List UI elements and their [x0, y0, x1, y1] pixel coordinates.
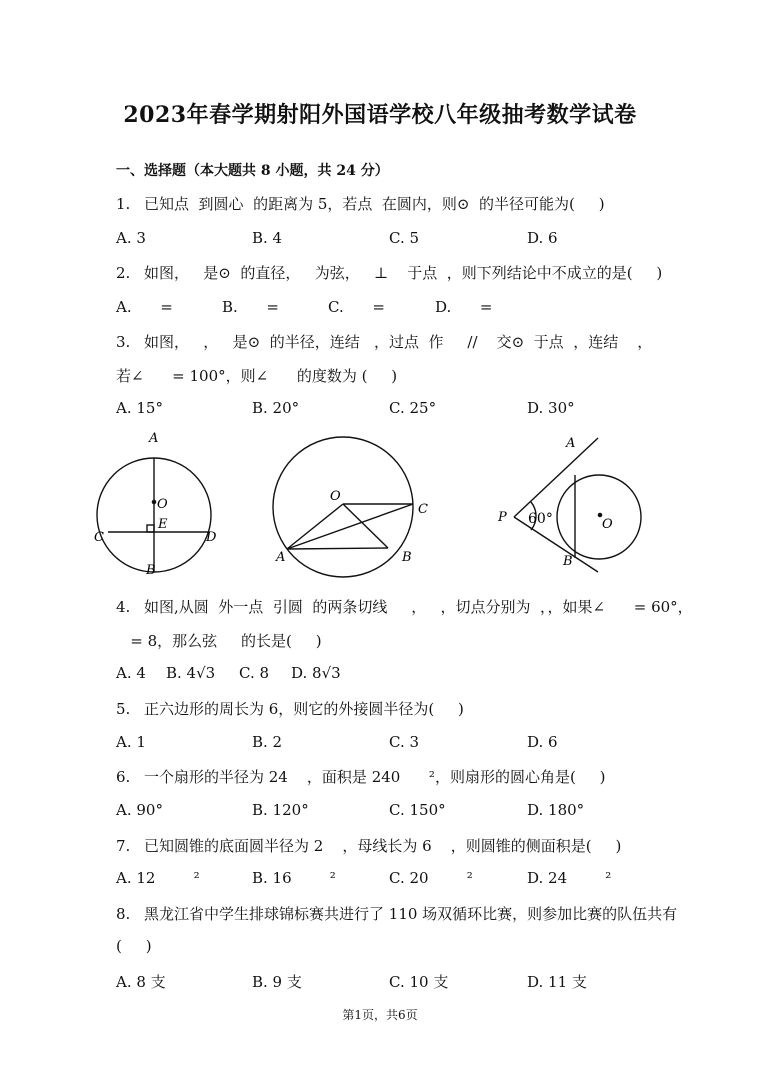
question-4-line-2: = 8，那么弦 的长是( ): [116, 632, 322, 650]
question-3: [116, 331, 652, 352]
question-4: [116, 596, 693, 617]
fig1-label-a: A: [149, 431, 159, 446]
fig1-label-d: D: [206, 530, 217, 545]
question-text: 黑龙江省中学生排球锦标赛共进行了 110 场双循环比赛，则参加比赛的队伍共有: [144, 905, 678, 923]
fig3-label-o: O: [602, 517, 613, 532]
question-3-line-2: 若∠ = 100°，则∠ 的度数为 ( ): [116, 367, 398, 385]
option-c: C. 20 ²: [389, 869, 473, 887]
option-c: C. 150°: [389, 801, 446, 819]
option-b: B. 120°: [252, 801, 309, 819]
question-7: [116, 835, 621, 856]
question-text: 如图， 是⊙ 的直径， 为弦， ⊥ 于点 ，则下列结论中不成立的是( ): [144, 264, 663, 282]
question-8-line-2: ( ): [116, 937, 152, 955]
option-a: A. 4: [116, 664, 146, 682]
option-c: C. 25°: [389, 399, 437, 417]
question-number: 5.: [116, 700, 131, 718]
option-c: C. 10 支: [389, 973, 449, 991]
fig2-label-c: C: [418, 502, 428, 517]
option-d: D. 6: [527, 229, 558, 247]
option-b: B. 4: [252, 229, 283, 247]
fig2-label-o: O: [330, 489, 341, 504]
question-text: 已知点 到圆心 的距离为 5，若点 在圆内，则⊙ 的半径可能为( ): [144, 195, 605, 213]
right-angle-mark: [147, 525, 154, 532]
question-number: 4.: [116, 598, 131, 616]
option-a: A. 1: [116, 733, 146, 751]
option-c: C. 8: [239, 664, 270, 682]
geometry-figures: [0, 420, 760, 590]
option-d: D. 11 支: [527, 973, 587, 991]
question-text: 已知圆锥的底面圆半径为 2 ，母线长为 6 ，则圆锥的侧面积是( ): [144, 837, 622, 855]
fig1-label-o: O: [157, 497, 168, 512]
question-text: 正六边形的周长为 6，则它的外接圆半径为( ): [144, 700, 464, 718]
option-b: B. =: [222, 298, 279, 316]
option-b: B. 16 ²: [252, 869, 336, 887]
option-b: B. 9 支: [252, 973, 302, 991]
option-a: A. 8 支: [116, 973, 166, 991]
option-b: B. 4√3: [166, 664, 216, 682]
fig3-angle-label: 60°: [528, 511, 553, 527]
chord-ab: [287, 548, 388, 549]
fig3-label-a: A: [566, 436, 576, 451]
question-number: 1.: [116, 195, 131, 213]
page-footer: 第1页，共6页: [342, 1008, 418, 1022]
option-a: A. 3: [116, 229, 146, 247]
option-c: C. 3: [389, 733, 420, 751]
fig2-label-b: B: [402, 550, 412, 565]
option-c: C. 5: [389, 229, 420, 247]
figure-2: [273, 437, 413, 577]
question-number: 2.: [116, 264, 131, 282]
question-2: [116, 262, 662, 283]
fig1-label-c: C: [94, 530, 104, 545]
question-number: 8.: [116, 905, 131, 923]
question-number: 7.: [116, 837, 131, 855]
option-b: B. 2: [252, 733, 283, 751]
radius-oa: [287, 504, 343, 549]
figure-1: [97, 458, 211, 572]
circle-o: [273, 437, 413, 577]
fig3-label-b: B: [563, 554, 573, 569]
option-d: D. 30°: [527, 399, 575, 417]
option-d: D. 6: [527, 733, 558, 751]
fig1-label-b: B: [146, 563, 156, 578]
question-1: [116, 193, 605, 214]
fig1-label-e: E: [158, 517, 168, 532]
question-text: 如图,从圆 外一点 引圆 的两条切线 ， ，切点分别为 ，，如果∠ = 60°，: [144, 598, 693, 616]
exam-title: 2023年春学期射阳外国语学校八年级抽考数学试卷: [123, 102, 637, 128]
option-a: A. 90°: [116, 801, 163, 819]
option-d: D. 8√3: [291, 664, 341, 682]
option-c: C. =: [328, 298, 385, 316]
fig2-label-a: A: [276, 550, 286, 565]
option-d: D. 24 ²: [527, 869, 612, 887]
option-b: B. 20°: [252, 399, 300, 417]
center-dot: [152, 500, 155, 503]
option-d: D. =: [435, 298, 493, 316]
question-5: [116, 698, 464, 719]
option-d: D. 180°: [527, 801, 585, 819]
option-a: A. 15°: [116, 399, 163, 417]
fig3-label-p: P: [498, 510, 507, 525]
figure-3: [514, 438, 641, 572]
question-text: 如图， ， 是⊙ 的半径，连结 ，过点 作 // 交⊙ 于点 ，连结 ，: [144, 333, 653, 351]
question-number: 6.: [116, 768, 131, 786]
question-number: 3.: [116, 333, 131, 351]
option-a: A. 12 ²: [116, 869, 200, 887]
question-text: 一个扇形的半径为 24 ，面积是 240 ²，则扇形的圆心角是( ): [144, 768, 606, 786]
section-heading: 一、选择题（本大题共 8 小题，共 24 分）: [116, 163, 389, 179]
question-8: [116, 903, 677, 924]
question-6: [116, 766, 606, 787]
tangent-pb: [514, 517, 598, 572]
option-a: A. =: [116, 298, 173, 316]
